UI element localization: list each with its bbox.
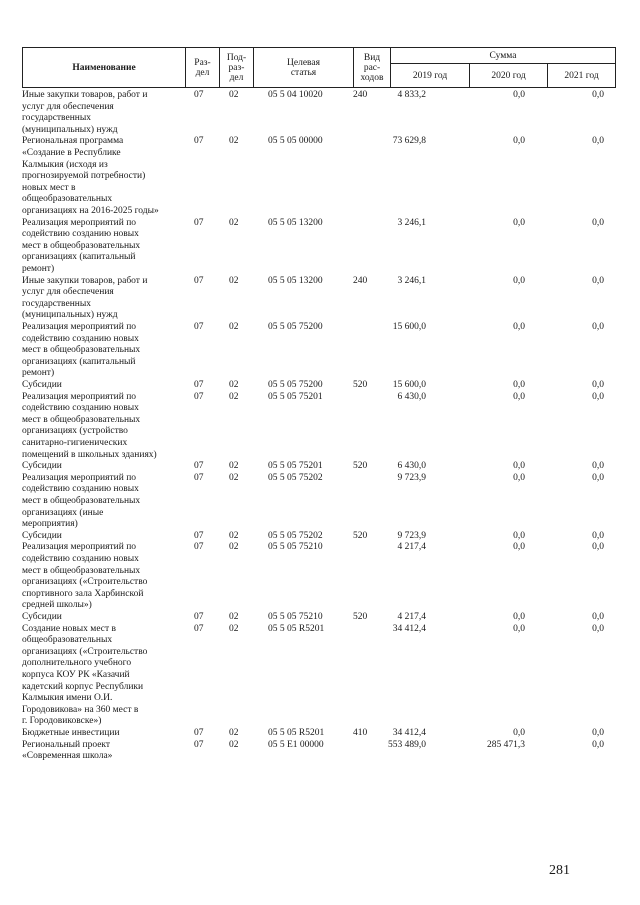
row-podrazdel: 02 — [229, 90, 239, 100]
row-razdel: 07 — [194, 739, 204, 750]
row-razdel: 07 — [194, 530, 204, 541]
row-name-line: организациях («Строительство — [22, 577, 148, 588]
row-name-line: Реализация мероприятий по — [22, 391, 137, 402]
row-sum-2019: 15 600,0 — [392, 321, 426, 332]
table-row — [0, 728, 640, 740]
header-name: Наименование — [23, 48, 186, 88]
table-row — [0, 322, 640, 380]
row-name-line: Городовикова» на 360 мест в — [22, 704, 139, 715]
row-name-line: организациях («Строительство — [22, 646, 148, 657]
row-sum-2020: 0,0 — [513, 461, 525, 472]
row-statya: 05 5 05 75200 — [268, 321, 323, 332]
row-podrazdel: 02 — [229, 727, 239, 738]
row-podrazdel: 02 — [229, 472, 239, 483]
row-name-line: спортивного зала Харбинской — [22, 588, 144, 599]
row-razdel: 07 — [194, 727, 204, 738]
row-statya: 05 5 05 00000 — [268, 136, 323, 147]
header-year-2020: 2020 год — [470, 64, 548, 88]
row-razdel: 07 — [194, 321, 204, 332]
row-razdel: 07 — [194, 391, 204, 402]
row-sum-2019: 4 217,4 — [397, 611, 426, 622]
row-name-line: мест в общеобразовательных — [22, 414, 141, 425]
row-vid: 520 — [353, 379, 368, 390]
row-podrazdel: 02 — [229, 611, 239, 622]
table-row — [0, 90, 640, 136]
row-sum-2019: 3 246,1 — [397, 217, 426, 228]
row-sum-2019: 6 430,0 — [397, 461, 426, 472]
row-name — [22, 531, 182, 543]
row-name-line: организациях (устройство — [22, 426, 128, 437]
row-sum-2019: 4 217,4 — [397, 542, 426, 553]
row-statya: 05 5 E1 00000 — [268, 739, 324, 750]
row-razdel: 07 — [194, 472, 204, 483]
row-name-line: организациях (капитальный — [22, 356, 136, 367]
row-name-line: организациях (капитальный — [22, 252, 136, 263]
row-name — [22, 740, 182, 763]
row-razdel: 07 — [194, 461, 204, 472]
row-name-line: Создание новых мест в — [22, 623, 116, 634]
row-sum-2020: 0,0 — [513, 379, 525, 390]
row-name-line: средней школы») — [22, 600, 92, 611]
row-name-line: помещений в школьных зданиях) — [22, 449, 157, 460]
header-vid: Вид рас- ходов — [354, 48, 391, 88]
row-sum-2021: 0,0 — [592, 461, 604, 472]
row-name — [22, 136, 182, 217]
row-statya: 05 5 05 75210 — [268, 611, 323, 622]
row-statya: 05 5 05 75200 — [268, 379, 323, 390]
row-sum-2021: 0,0 — [592, 90, 604, 100]
row-sum-2021: 0,0 — [592, 727, 604, 738]
row-name-line: общеобразовательных — [22, 635, 113, 646]
table-row — [0, 218, 640, 276]
row-sum-2019: 34 412,4 — [392, 727, 426, 738]
row-name — [22, 612, 182, 624]
row-statya: 05 5 05 R5201 — [268, 623, 325, 634]
row-name-line: Реализация мероприятий по — [22, 472, 137, 483]
row-sum-2020: 285 471,3 — [487, 739, 525, 750]
row-name-line: организациях на 2016-2025 годы» — [22, 205, 159, 216]
row-sum-2021: 0,0 — [592, 472, 604, 483]
row-statya: 05 5 05 75202 — [268, 530, 323, 541]
table-row — [0, 461, 640, 473]
row-sum-2019: 9 723,9 — [397, 530, 426, 541]
row-name-line: Субсидии — [22, 611, 62, 622]
row-statya: 05 5 05 75201 — [268, 461, 323, 472]
row-sum-2020: 0,0 — [513, 727, 525, 738]
row-name-line: Иные закупки товаров, работ и — [22, 275, 148, 286]
row-statya: 05 5 05 13200 — [268, 217, 323, 228]
table-row — [0, 392, 640, 462]
table-row — [0, 136, 640, 217]
row-sum-2019: 9 723,9 — [397, 472, 426, 483]
row-sum-2020: 0,0 — [513, 530, 525, 541]
row-name-line: Региональная программа — [22, 136, 124, 147]
row-name-line: Субсидии — [22, 379, 62, 390]
row-name — [22, 380, 182, 392]
row-name-line: мест в общеобразовательных — [22, 240, 141, 251]
row-podrazdel: 02 — [229, 542, 239, 553]
row-statya: 05 5 05 75210 — [268, 542, 323, 553]
row-name-line: Реализация мероприятий по — [22, 217, 137, 228]
table-row — [0, 740, 640, 763]
row-sum-2020: 0,0 — [513, 275, 525, 286]
row-name — [22, 542, 182, 612]
row-sum-2020: 0,0 — [513, 611, 525, 622]
row-name-line: государственных — [22, 113, 92, 124]
row-name-line: Иные закупки товаров, работ и — [22, 90, 148, 100]
row-vid: 410 — [353, 727, 368, 738]
row-name-line: «Создание в Республике — [22, 147, 121, 158]
row-name-line: содействию созданию новых — [22, 333, 139, 344]
row-name-line: мероприятия) — [22, 519, 78, 530]
row-name-line: Калмыкия (исходя из — [22, 159, 108, 170]
header-razdel: Раз- дел — [186, 48, 220, 88]
table-row — [0, 531, 640, 543]
row-name-line: Бюджетные инвестиции — [22, 727, 120, 738]
row-sum-2021: 0,0 — [592, 391, 604, 402]
row-sum-2019: 6 430,0 — [397, 391, 426, 402]
row-sum-2019: 3 246,1 — [397, 275, 426, 286]
row-sum-2021: 0,0 — [592, 275, 604, 286]
row-sum-2020: 0,0 — [513, 472, 525, 483]
row-podrazdel: 02 — [229, 136, 239, 147]
row-vid: 240 — [353, 275, 368, 286]
row-razdel: 07 — [194, 623, 204, 634]
row-name-line: содействию созданию новых — [22, 403, 139, 414]
row-sum-2021: 0,0 — [592, 623, 604, 634]
row-sum-2019: 553 489,0 — [388, 739, 426, 750]
page-number: 281 — [549, 863, 570, 878]
row-podrazdel: 02 — [229, 217, 239, 228]
row-sum-2021: 0,0 — [592, 739, 604, 750]
row-name — [22, 218, 182, 276]
row-podrazdel: 02 — [229, 530, 239, 541]
row-sum-2020: 0,0 — [513, 542, 525, 553]
row-sum-2021: 0,0 — [592, 542, 604, 553]
row-name-line: содействию созданию новых — [22, 484, 139, 495]
row-sum-2019: 73 629,8 — [392, 136, 426, 147]
table-row — [0, 624, 640, 728]
row-name — [22, 624, 182, 728]
row-sum-2021: 0,0 — [592, 611, 604, 622]
row-name — [22, 461, 182, 473]
row-razdel: 07 — [194, 90, 204, 100]
row-sum-2019: 34 412,4 — [392, 623, 426, 634]
row-sum-2020: 0,0 — [513, 136, 525, 147]
row-name-line: дополнительного учебного — [22, 658, 132, 669]
row-vid: 520 — [353, 461, 368, 472]
table-header — [22, 47, 616, 88]
row-sum-2021: 0,0 — [592, 530, 604, 541]
row-name-line: кадетский корпус Республики — [22, 681, 144, 692]
row-name-line: Субсидии — [22, 530, 62, 541]
row-name — [22, 473, 182, 531]
header-podrazdel: Под- раз- дел — [220, 48, 254, 88]
row-name-line: Реализация мероприятий по — [22, 321, 137, 332]
row-sum-2020: 0,0 — [513, 321, 525, 332]
row-name-line: общеобразовательных — [22, 194, 113, 205]
row-name-line: мест в общеобразовательных — [22, 495, 141, 506]
header-year-2019: 2019 год — [391, 64, 470, 88]
header-statya: Целевая статья — [254, 48, 354, 88]
row-razdel: 07 — [194, 542, 204, 553]
table-row — [0, 473, 640, 531]
row-podrazdel: 02 — [229, 623, 239, 634]
row-name — [22, 728, 182, 740]
row-name-line: услуг для обеспечения — [22, 287, 114, 298]
row-name-line: ремонт) — [22, 263, 55, 274]
row-sum-2019: 15 600,0 — [392, 379, 426, 390]
row-vid: 240 — [353, 90, 368, 100]
row-name — [22, 90, 182, 136]
row-podrazdel: 02 — [229, 461, 239, 472]
row-sum-2020: 0,0 — [513, 623, 525, 634]
row-name-line: содействию созданию новых — [22, 229, 139, 240]
row-podrazdel: 02 — [229, 275, 239, 286]
row-name-line: организациях (иные — [22, 507, 104, 518]
row-name-line: Реализация мероприятий по — [22, 542, 137, 553]
row-razdel: 07 — [194, 611, 204, 622]
table-row — [0, 276, 640, 322]
row-name-line: новых мест в — [22, 182, 76, 193]
row-razdel: 07 — [194, 379, 204, 390]
row-statya: 05 5 05 13200 — [268, 275, 323, 286]
row-sum-2020: 0,0 — [513, 90, 525, 100]
row-name-line: санитарно-гигиенических — [22, 437, 128, 448]
row-podrazdel: 02 — [229, 379, 239, 390]
table-body — [0, 90, 640, 763]
row-name-line: мест в общеобразовательных — [22, 565, 141, 576]
row-name-line: Субсидии — [22, 461, 62, 472]
table-row — [0, 542, 640, 612]
row-name-line: услуг для обеспечения — [22, 101, 114, 112]
row-razdel: 07 — [194, 136, 204, 147]
header-year-2021: 2021 год — [548, 64, 616, 88]
row-name-line: ремонт) — [22, 368, 55, 379]
row-statya: 05 5 05 75201 — [268, 391, 323, 402]
row-name — [22, 322, 182, 380]
row-razdel: 07 — [194, 275, 204, 286]
row-vid: 520 — [353, 530, 368, 541]
row-name-line: «Современная школа» — [22, 751, 113, 762]
row-sum-2021: 0,0 — [592, 217, 604, 228]
table-row — [0, 380, 640, 392]
row-name-line: государственных — [22, 298, 92, 309]
row-sum-2020: 0,0 — [513, 217, 525, 228]
row-sum-2021: 0,0 — [592, 136, 604, 147]
row-vid: 520 — [353, 611, 368, 622]
row-name-line: г. Городовиковске») — [22, 716, 102, 727]
row-podrazdel: 02 — [229, 391, 239, 402]
row-name — [22, 392, 182, 462]
header-summa: Сумма — [391, 48, 616, 64]
row-name-line: Региональный проект — [22, 739, 111, 750]
row-name-line: прогнозируемой потребности) — [22, 171, 146, 182]
row-name-line: (муниципальных) нужд — [22, 124, 118, 135]
row-sum-2021: 0,0 — [592, 379, 604, 390]
row-statya: 05 5 04 10020 — [268, 90, 323, 100]
row-podrazdel: 02 — [229, 739, 239, 750]
row-name-line: корпуса КОУ РК «Казачий — [22, 669, 130, 680]
row-statya: 05 5 05 R5201 — [268, 727, 325, 738]
row-razdel: 07 — [194, 217, 204, 228]
row-statya: 05 5 05 75202 — [268, 472, 323, 483]
row-sum-2019: 4 833,2 — [397, 90, 426, 100]
row-name-line: (муниципальных) нужд — [22, 310, 118, 321]
row-name-line: содействию созданию новых — [22, 553, 139, 564]
table-row — [0, 612, 640, 624]
row-name-line: Калмыкия имени О.И. — [22, 693, 113, 704]
row-sum-2021: 0,0 — [592, 321, 604, 332]
row-sum-2020: 0,0 — [513, 391, 525, 402]
row-name-line: мест в общеобразовательных — [22, 345, 141, 356]
row-name — [22, 276, 182, 322]
row-podrazdel: 02 — [229, 321, 239, 332]
